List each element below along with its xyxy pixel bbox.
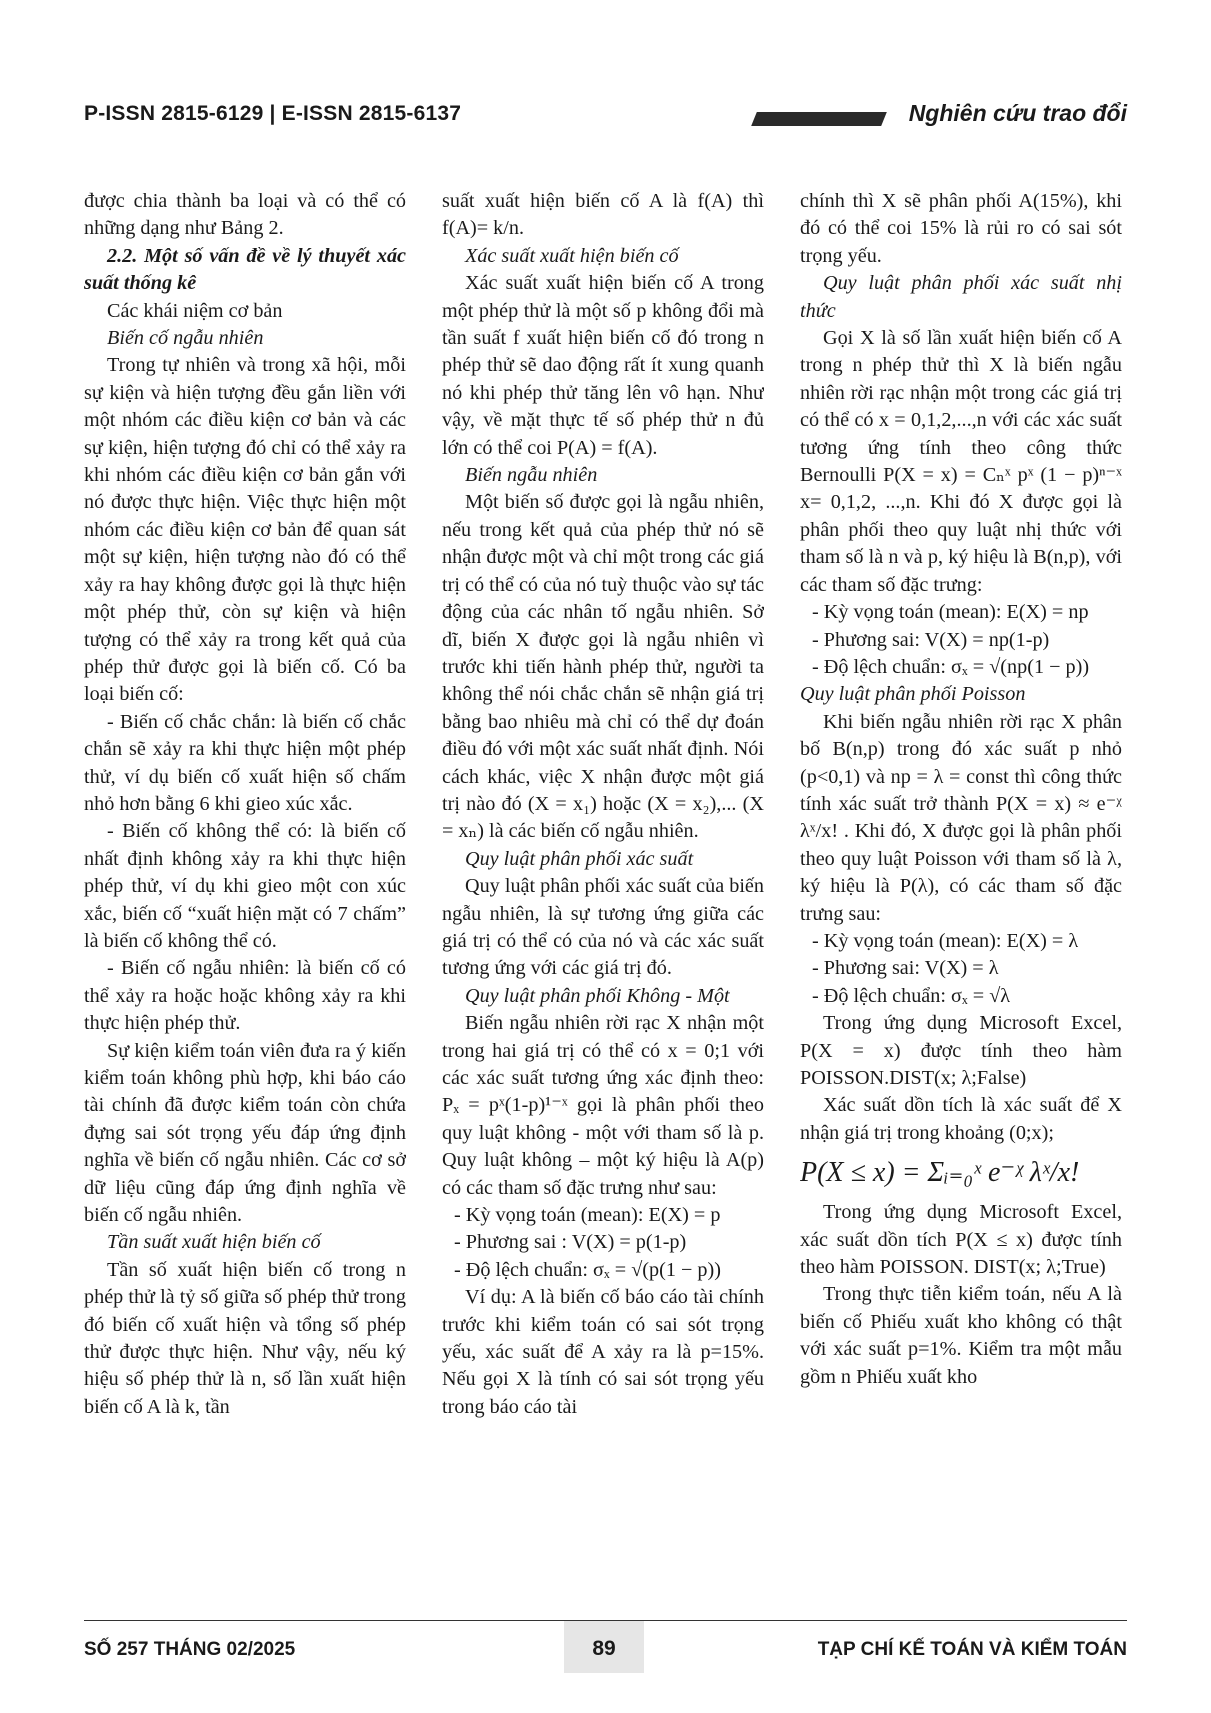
section-heading: Xác suất xuất hiện biến cố bbox=[465, 244, 679, 267]
paragraph: - Phương sai: V(X) = np(1-p) bbox=[812, 628, 1050, 651]
paragraph: - Độ lệch chuẩn: σₓ = √λ bbox=[812, 984, 1011, 1007]
paragraph: Xác suất dồn tích là xác suất để X nhận giá trị trong khoảng (0;x); bbox=[800, 1094, 1122, 1144]
paragraph: Trong tự nhiên và trong xã hội, mỗi sự kiện và hiện tượng đều gắn liền với một nhóm các điều kiện cơ bản và các sự kiện, hiện tượng đó chỉ có thể xảy ra khi nhóm các điều kiện cơ bản gắn với nó được thực hiện. Việc thực hiện một nhóm các điều kiện cơ bản để quan sát một sự kiện, hiện tượng nào đó có thể xảy ra hay không được gọi là thực hiện một phép thử, còn sự kiện và hiện tượng có thể xảy ra trong kết quả của phép thử được gọi là biến cố. Có ba loại biến cố: bbox=[84, 354, 406, 706]
page-header bbox=[84, 102, 1127, 134]
section-heading: Biến ngẫu nhiên bbox=[465, 464, 598, 487]
paragraph: Sự kiện kiểm toán viên đưa ra ý kiến kiểm toán không phù hợp, khi báo cáo tài chính đã được kiểm toán còn chứa đựng sai sót trọng yếu đáp ứng định nghĩa về biến cố ngẫu nhiên. Các cơ sở dữ liệu cũng đáp ứng định nghĩa về biến cố ngẫu nhiên. bbox=[84, 1039, 406, 1227]
section-heading: Quy luật phân phối Không - Một bbox=[465, 984, 730, 1007]
paragraph: - Kỳ vọng toán (mean): E(X) = p bbox=[454, 1204, 721, 1227]
page-number: 89 bbox=[592, 1637, 616, 1660]
paragraph: Khi biến ngẫu nhiên rời rạc X phân bố B(n,p) trong đó xác suất p nhỏ (p<0,1) và np = λ = const thì công thức tính xác suất trở thành P(X = x) ≈ e⁻ᵡ λˣ/x! . Khi đó, X được gọi là phân phối theo quy luật Poisson với tham số là λ, ký hiệu là P(λ), có các tham số đặc trưng sau: bbox=[800, 710, 1122, 925]
issn-label: P-ISSN 2815-6129 | E-ISSN 2815-6137 bbox=[84, 102, 462, 125]
header-bar bbox=[751, 112, 887, 126]
paragraph: được chia thành ba loại và có thể có những dạng như Bảng 2. bbox=[84, 190, 406, 240]
paragraph: Các khái niệm cơ bản bbox=[107, 299, 283, 322]
paragraph: Một biến số được gọi là ngẫu nhiên, nếu trong kết quả của phép thử nó sẽ nhận được một và chỉ một trong các giá trị có thể có của nó tuỳ thuộc vào sự tác động của các nhân tố ngẫu nhiên. Sở dĩ, biến X được gọi là ngẫu nhiên vì trước khi tiến hành phép thử, người ta không thể nói chắc chắn sẽ nhận giá trị bằng bao nhiêu mà chỉ có thể dự đoán điều đó với một xác suất nhất định. Nói cách khác, việc X nhận được một giá trị nào đó (X = x₁) hoặc (X = x₂),... (X = xₙ) là các biến cố ngẫu nhiên. bbox=[442, 491, 764, 843]
column-1 bbox=[84, 188, 406, 1593]
paragraph: Tần số xuất hiện biến cố trong n phép thử là tỷ số giữa số phép thử trong đó biến cố xuất hiện và tổng số phép thử được thực hiện. Như vậy, nếu ký hiệu số phép thử là n, số lần xuất hiện biến cố A là k, tần bbox=[84, 1258, 406, 1418]
formula: P(X ≤ x) = Σᵢ₌₀ˣ e⁻ᵡ λˣ/x! bbox=[800, 1157, 1080, 1189]
section-heading: Biến cố ngẫu nhiên bbox=[107, 327, 264, 350]
paragraph: chính thì X sẽ phân phối A(15%), khi đó có thể coi 15% là rủi ro có sai sót trọng yếu. bbox=[800, 190, 1122, 267]
paragraph: Ví dụ: A là biến cố báo cáo tài chính trước khi kiểm toán có sai sót trọng yếu, xác suất để A xảy ra là p=15%. Nếu gọi X là tính có sai sót trọng yếu trong báo cáo tài bbox=[442, 1286, 764, 1418]
paragraph: - Biến cố ngẫu nhiên: là biến cố có thể xảy ra hoặc hoặc không xảy ra khi thực hiện phép thử. bbox=[84, 957, 406, 1035]
section-title: Nghiên cứu trao đổi bbox=[908, 100, 1127, 126]
section-heading: Quy luật phân phối Poisson bbox=[800, 683, 1026, 706]
paragraph: - Độ lệch chuẩn: σₓ = √(p(1 − p)) bbox=[454, 1258, 721, 1281]
paragraph: - Phương sai : V(X) = p(1-p) bbox=[454, 1231, 687, 1254]
paragraph: Quy luật phân phối xác suất của biến ngẫu nhiên, là sự tương ứng giữa các giá trị có thể có của nó và các xác suất tương ứng với các giá trị đó. bbox=[442, 875, 764, 980]
paragraph: Biến ngẫu nhiên rời rạc X nhận một trong hai giá trị có thể có x = 0;1 với các xác suất tương ứng xác định theo: Pₓ = pˣ(1-p)¹⁻ˣ gọi là phân phối theo quy luật không - một với tham số là p. Quy luật không – một ký hiệu là A(p) có các tham số đặc trưng như sau: bbox=[442, 1012, 764, 1199]
paragraph: Trong ứng dụng Microsoft Excel, P(X = x) được tính theo hàm POISSON.DIST(x; λ;False) bbox=[800, 1012, 1122, 1089]
section-heading: Quy luật phân phối xác suất nhị thức bbox=[800, 272, 1122, 322]
paragraph: Trong thực tiễn kiểm toán, nếu A là biến cố Phiếu xuất kho không có thật với xác suất p=1%. Kiểm tra một mẫu gồm n Phiếu xuất kho bbox=[800, 1283, 1122, 1388]
paragraph: Trong ứng dụng Microsoft Excel, xác suất dồn tích P(X ≤ x) được tính theo hàm POISSON. DIST(x; λ;True) bbox=[800, 1201, 1122, 1279]
paragraph: - Phương sai: V(X) = λ bbox=[812, 957, 999, 980]
section-heading: 2.2. Một số vấn đề về lý thuyết xác suất thống kê bbox=[84, 244, 406, 295]
article-body bbox=[84, 188, 1124, 1593]
paragraph: - Độ lệch chuẩn: σₓ = √(np(1 − p)) bbox=[812, 655, 1090, 678]
paragraph: - Biến cố chắc chắn: là biến cố chắc chắn sẽ xảy ra khi thực hiện một phép thử, ví dụ biến cố xuất hiện số chấm nhỏ hơn bằng 6 khi gieo xúc xắc. bbox=[84, 710, 406, 815]
issue-label: SỐ 257 THÁNG 02/2025 bbox=[84, 1639, 296, 1660]
paragraph: Gọi X là số lần xuất hiện biến cố A trong n phép thử thì X là biến ngẫu nhiên rời rạc nhận một trong các giá trị có thể có x = 0,1,2,...,n với các xác suất tương ứng tính theo công thức Bernoulli P(X = x) = Cₙˣ pˣ (1 − p)ⁿ⁻ˣ x= 0,1,2, ...,n. Khi đó X được gọi là phân phối theo quy luật nhị thức với tham số là n và p, ký hiệu là B(n,p), với các tham số đặc trưng: bbox=[800, 327, 1122, 596]
page-footer bbox=[84, 1620, 1127, 1681]
section-heading: Tần suất xuất hiện biến cố bbox=[107, 1231, 321, 1254]
paragraph: - Kỳ vọng toán (mean): E(X) = λ bbox=[812, 929, 1079, 952]
section-heading: Quy luật phân phối xác suất bbox=[465, 847, 694, 870]
column-2 bbox=[442, 188, 764, 1593]
column-3 bbox=[800, 188, 1122, 1593]
paragraph: suất xuất hiện biến cố A là f(A) thì f(A)= k/n. bbox=[442, 190, 764, 240]
paragraph: - Biến cố không thể có: là biến cố nhất định không xảy ra khi thực hiện phép thử, ví dụ khi gieo một con xúc xắc, biến cố “xuất hiện mặt có 7 chấm” là biến cố không thể có. bbox=[84, 820, 406, 952]
journal-name: TẠP CHÍ KẾ TOÁN VÀ KIỂM TOÁN bbox=[817, 1639, 1127, 1660]
page-number-box bbox=[564, 1621, 644, 1673]
paragraph: - Kỳ vọng toán (mean): E(X) = np bbox=[812, 601, 1089, 624]
paragraph: Xác suất xuất hiện biến cố A trong một phép thử là một số p không đổi mà tần suất f xuất hiện biến cố đó trong n phép thử sẽ dao động rất ít xung quanh nó khi phép thử tăng lên vô hạn. Như vậy, về mặt thực tế số phép thử n đủ lớn có thể coi P(A) = f(A). bbox=[442, 272, 764, 459]
